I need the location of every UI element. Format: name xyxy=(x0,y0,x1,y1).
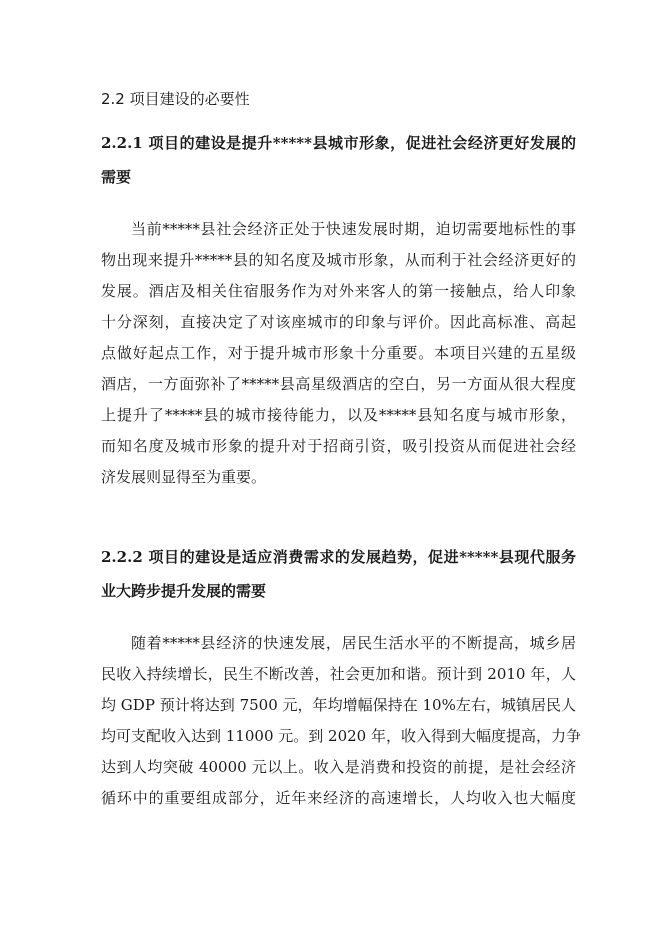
paragraph-line: 十分深刻，直接决定了对该座城市的印象与评价。因此高标准、高起 xyxy=(101,313,576,331)
paragraph-line: 达到人均突破 40000 元以上。收入是消费和投资的前提，是社会经济 xyxy=(101,758,576,776)
paragraph-line: 上提升了*****县的城市接待能力，以及*****县知名度与城市形象， xyxy=(101,406,576,424)
subsection-1-heading-line: 需要 xyxy=(101,168,132,186)
paragraph-line: 发展。酒店及相关住宿服务作为对外来客人的第一接触点，给人印象 xyxy=(101,282,576,300)
paragraph-line: 当前*****县社会经济正处于快速发展时期，迫切需要地标性的事 xyxy=(131,220,576,238)
subsection-1-heading-line: 2.2.1 项目的建设是提升*****县城市形象，促进社会经济更好发展的 xyxy=(101,134,576,152)
paragraph-line: 物出现来提升*****县的知名度及城市形象，从而利于社会经济更好的 xyxy=(101,251,576,269)
paragraph-line: 点做好起点工作，对于提升城市形象十分重要。本项目兴建的五星级 xyxy=(101,344,576,362)
paragraph-line: 均可支配收入达到 11000 元。到 2020 年，收入得到大幅度提高，力争 xyxy=(101,727,581,745)
paragraph-line: 而知名度及城市形象的提升对于招商引资，吸引投资从而促进社会经 xyxy=(101,437,576,455)
paragraph-line: 济发展则显得至为重要。 xyxy=(101,468,267,486)
section-title: 2.2 项目建设的必要性 xyxy=(101,90,250,108)
paragraph-line: 循环中的重要组成部分，近年来经济的高速增长，人均收入也大幅度 xyxy=(101,789,576,807)
subsection-2-heading-line: 业大跨步提升发展的需要 xyxy=(101,582,267,600)
subsection-2-heading-line: 2.2.2 项目的建设是适应消费需求的发展趋势，促进*****县现代服务 xyxy=(101,548,576,566)
subsection-2-heading xyxy=(101,540,576,608)
paragraph-line: 随着*****县经济的快速发展，居民生活水平的不断提高，城乡居 xyxy=(131,634,576,652)
subsection-1-heading xyxy=(101,126,576,194)
paragraph-line: 均 GDP 预计将达到 7500 元，年均增幅保持在 10%左右，城镇居民人 xyxy=(101,696,576,714)
paragraph-line: 民收入持续增长，民生不断改善，社会更加和谐。预计到 2010 年，人 xyxy=(101,665,576,683)
subsection-2-paragraph xyxy=(101,628,581,814)
paragraph-line: 酒店，一方面弥补了*****县高星级酒店的空白，另一方面从很大程度 xyxy=(101,375,576,393)
subsection-1-paragraph xyxy=(101,214,576,493)
